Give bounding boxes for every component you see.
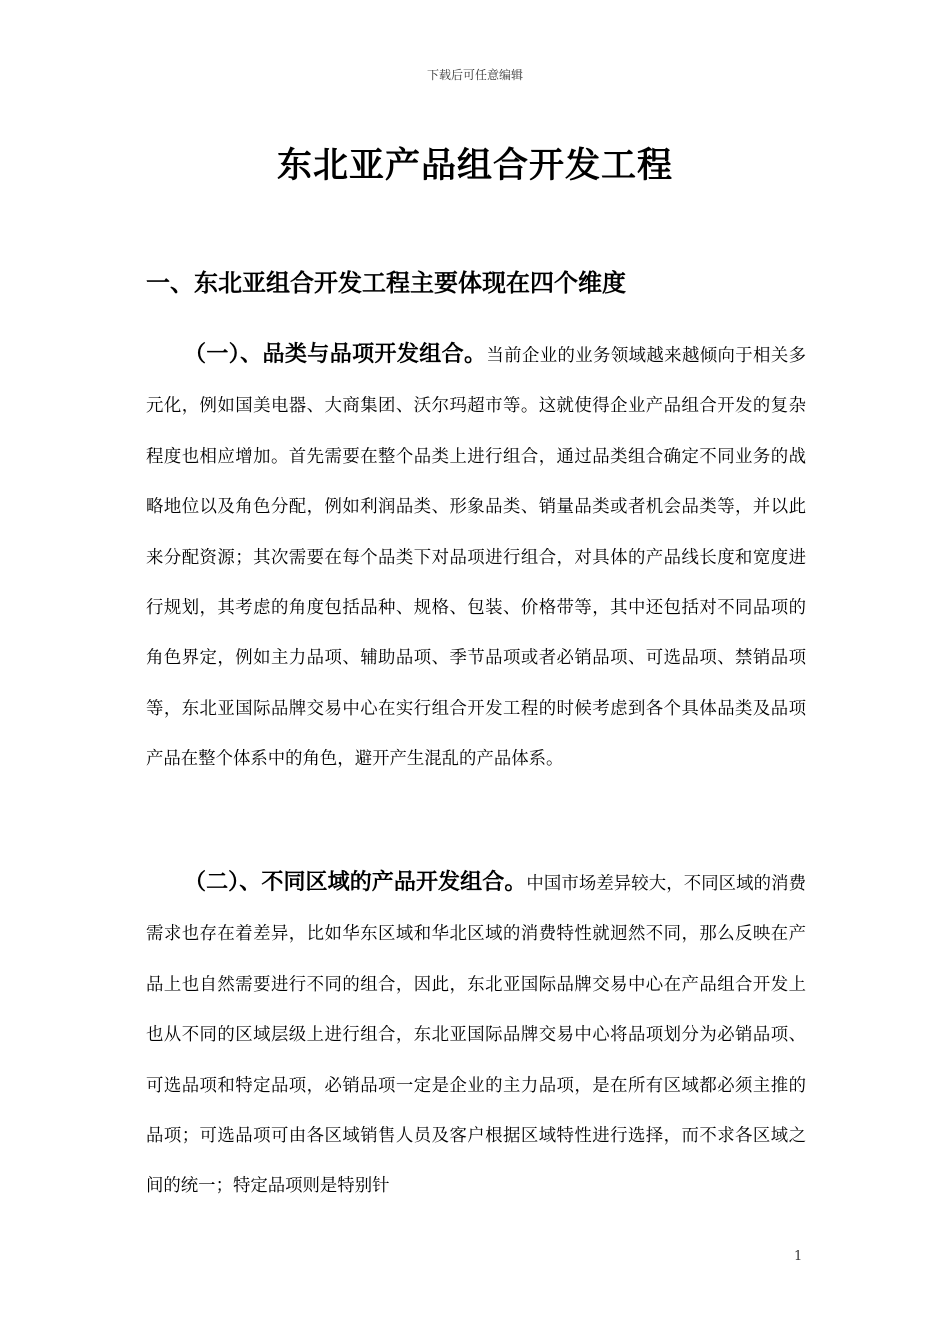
paragraph-body: 中国市场差异较大，不同区域的消费需求也存在着差异，比如华东区域和华北区域的消费特性就迥然不同，那么反映在产品上也自然需要进行不同的组合，因此，东北亚国际品牌交易中心在产品组合开发上也从不同的区域层级上进行组合，东北亚国际品牌交易中心将品项划分为必销品项、可选品项和特定品项，必销品项一定是企业的主力品项，是在所有区域都必须主推的品项；可选品项可由各区域销售人员及客户根据区域特性进行选择，而不求各区域之间的统一；特定品项则是特别针 <box>146 874 806 1197</box>
document-title: 东北亚产品组合开发工程 <box>276 146 673 186</box>
paragraph-body: 当前企业的业务领域越来越倾向于相关多元化，例如国美电器、大商集团、沃尔玛超市等。这就使得企业产品组合开发的复杂程度也相应增加。首先需要在整个品类上进行组合，通过品类组合确定不同业务的战略地位以及角色分配，例如利润品类、形象品类、销量品类或者机会品类等，并以此来分配资源；其次需要在每个品类下对品项进行组合，对具体的产品线长度和宽度进行规划，其考虑的角度包括品种、规格、包装、价格带等，其中还包括对不同品项的角色界定，例如主力品项、辅助品项、季节品项或者必销品项、可选品项、禁销品项等，东北亚国际品牌交易中心在实行组合开发工程的时候考虑到各个具体品类及品项产品在整个体系中的角色，避开产生混乱的产品体系。 <box>146 346 806 770</box>
paragraph-category-item-combination <box>146 330 806 785</box>
subsection-heading: （二）、不同区域的产品开发组合。 <box>184 870 527 895</box>
section-heading: 一、东北亚组合开发工程主要体现在四个维度 <box>146 269 626 297</box>
subsection-heading: （一）、品类与品项开发组合。 <box>184 342 487 367</box>
page-header: 下载后可任意编辑 <box>426 68 523 82</box>
page-number: 1 <box>794 1249 803 1264</box>
paragraph-regional-combination <box>146 858 806 1212</box>
